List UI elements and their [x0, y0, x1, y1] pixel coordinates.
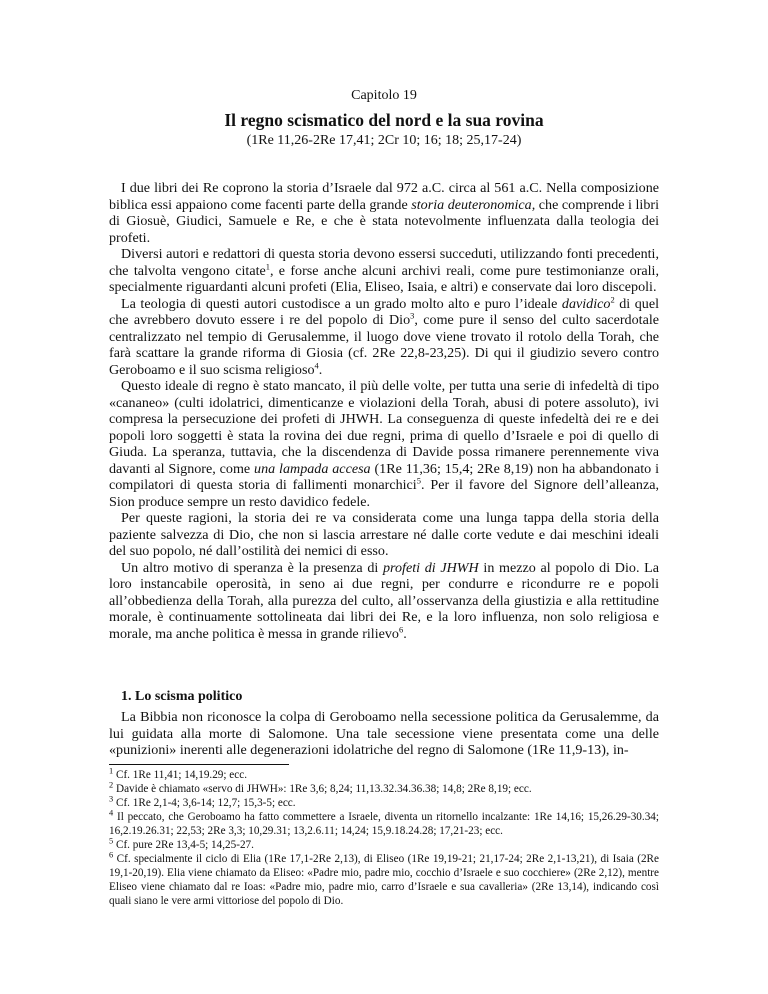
footnote-ref-3[interactable]: 3: [410, 310, 415, 321]
footnote-ref-6[interactable]: 6: [398, 623, 404, 634]
footnotes: [109, 768, 659, 908]
footnote-ref-1[interactable]: 1: [265, 260, 270, 271]
text-run: in mezzo al popolo di Dio. La loro instancabile operosità, in seno ai due regni, per condurre e ricondurre re e popoli all’obbedienza della Torah, alla purezza del culto, all’osservanza della giustizia e alla rettitudine morale, è continuamente sottolineata dai libri dei Re, e la loro influenza, non solo religiosa e morale, ma anche politica è messa in grande rilievo: [109, 559, 660, 642]
text-run: Diversi autori e redattori di questa storia devono essersi succeduti, utilizzando fonti precedenti, che talvolta vengono citate: [109, 246, 659, 279]
footnote-5: [109, 838, 659, 852]
section-paragraph: La Bibbia non riconosce la colpa di Geroboamo nella secessione politica da Gerusalemme, da lui guidata alla morte di Salomone. Una tale secessione viene presentata come una delle «punizioni» inerenti alle degenerazioni idolatriche del regno di Salomone (1Re 11,9-13), in-: [109, 709, 659, 758]
emphasis: una lampada accesa: [254, 460, 371, 477]
footnote-number: 6: [109, 850, 114, 860]
footnote-number: 3: [109, 794, 114, 804]
paragraph-3: [109, 293, 659, 379]
footnote-number: 2: [109, 780, 114, 790]
paragraph-5: Per queste ragioni, la storia dei re va considerata come una lunga tappa della storia della paziente salvezza di Dio, che non si lascia arrestare né dalle corte vedute e dai meschini ideali del suo popolo, né dall’ostilità dei nemici di esso.: [109, 510, 659, 559]
footnote-text: Cf. pure 2Re 13,4-5; 14,25-27.: [113, 839, 254, 851]
paragraph-1: [109, 180, 659, 246]
text-run: La teologia di questi autori custodisce a un grado molto alto e puro l’ideale: [121, 295, 562, 312]
emphasis: storia deuteronomica,: [411, 196, 536, 213]
paragraph-6: [109, 560, 659, 643]
text-run: di quel che avrebbero dovuto essere i re del popolo di Dio: [109, 295, 659, 328]
footnote-text: Cf. specialmente il ciclo di Elia (1Re 17,1-2Re 2,13), di Eliseo (1Re 19,19-21; 21,17-24; 2Re 2,1-13,21), di Isaia (2Re 19,1-20,19). Elia viene chiamato da Eliseo: «Padre mio, padre mio, cocchio d’Israele e suo cocchiere» (2Re 2,12), mentre Eliseo viene chiamato dal re Ioas: «Padre mio, padre mio, carro d’Israele e sua cavalleria» (2Re 13,14), indicando così quali siano le vere armi vittoriose del popolo di Dio.: [109, 853, 659, 907]
footnote-4: [109, 810, 659, 838]
paragraph-2: [109, 246, 659, 296]
footnote-text: Cf. 1Re 11,41; 14,19.29; ecc.: [113, 769, 248, 781]
section-heading: 1. Lo scisma politico: [121, 689, 243, 704]
text-run: Un altro motivo di speranza è la presenza di: [121, 559, 383, 576]
footnote-number: 4: [109, 808, 114, 818]
footnote-ref-5[interactable]: 5: [416, 475, 421, 486]
footnote-text: Il peccato, che Geroboamo ha fatto commettere a Israele, diventa un ritornello incalzante: 1Re 14,16; 15,26.29-30.34; 16,2.19.26.31; 22,53; 2Re 3,3; 10,29.31; 13,2.6.11; 14,24; 15,9.18.24.28; 17,21-23; ecc.: [109, 811, 659, 837]
text-run: (1Re 11,36; 15,4; 2Re 8,19) non ha abbandonato i compilatori di questa storia di fallimenti monarchici: [109, 460, 659, 493]
footnote-text: Davide è chiamato «servo di JHWH»: 1Re 3,6; 8,24; 11,13.32.34.36.38; 14,8; 2Re 8,19; ecc.: [113, 783, 532, 795]
paragraph-4: [109, 378, 659, 510]
text-run: che comprende i libri di Giosuè, Giudici, Samuele e Re, e che è stata notevolmente influenzata dalla teologia dei profeti.: [109, 196, 659, 246]
footnote-number: 5: [109, 836, 114, 846]
footnote-number: 1: [109, 766, 114, 776]
footnote-1: [109, 768, 659, 782]
footnote-3: [109, 796, 659, 810]
footnote-divider: [109, 764, 289, 765]
intro-body: [109, 180, 659, 642]
text-run: Questo ideale di regno è stato mancato, il più delle volte, per tutta una serie di infedeltà di tipo «cananeo» (culti idolatrici, dimenticanze e violazioni della Torah, abusi di potere assoluto), ivi compresa la persecuzione dei profeti di JHWH. La conseguenza di queste infedeltà dei re e dei popoli loro soggetti è stata la rovina dei due regni, prima di quello d’Israele e poi di quello di Giuda. La speranza, tuttavia, che la discendenza di Davide possa rimanere perennemente viva davanti al Signore, come: [109, 378, 659, 477]
chapter-label: Capitolo 19: [351, 88, 417, 103]
emphasis: profeti di JHWH: [383, 559, 479, 576]
chapter-references: (1Re 11,26-2Re 17,41; 2Cr 10; 16; 18; 25,17-24): [246, 133, 522, 148]
footnote-text: Cf. 1Re 2,1-4; 3,6-14; 12,7; 15,3-5; ecc.: [113, 797, 296, 809]
footnote-ref-4[interactable]: 4: [314, 359, 319, 370]
text-run: , come pure il senso del culto sacerdotale centralizzato nel tempio di Gerusalemme, il luogo dove viene trovato il rotolo della Torah, che farà scattare la grande riforma di Giosia (cf. 2Re 22,8-23,25). Di qui il giudizio severo contro Geroboamo e il suo scisma religioso: [109, 312, 659, 378]
text-run: .: [318, 361, 323, 378]
section-body: [109, 709, 659, 759]
footnote-ref-2[interactable]: 2: [610, 293, 615, 304]
text-run: , e forse anche alcuni archivi reali, come pure testimonianze orali, specialmente riguardanti alcuni profeti (Elia, Eliseo, Isaia, e altri) e conservate dai loro discepoli.: [109, 262, 659, 295]
footnote-2: [109, 782, 659, 796]
text-run: . Per il favore del Signore dell’alleanza, Sion produce sempre un resto davidico fedele.: [109, 477, 659, 510]
emphasis: davidico: [561, 295, 611, 312]
text-run: .: [403, 625, 407, 642]
chapter-title: Il regno scismatico del nord e la sua rovina: [224, 110, 544, 130]
footnote-6: [109, 852, 659, 908]
text-run: I due libri dei Re coprono la storia d’Israele dal 972 a.C. circa al 561 a.C. Nella composizione biblica essi appaiono come facenti parte della grande: [109, 180, 659, 213]
